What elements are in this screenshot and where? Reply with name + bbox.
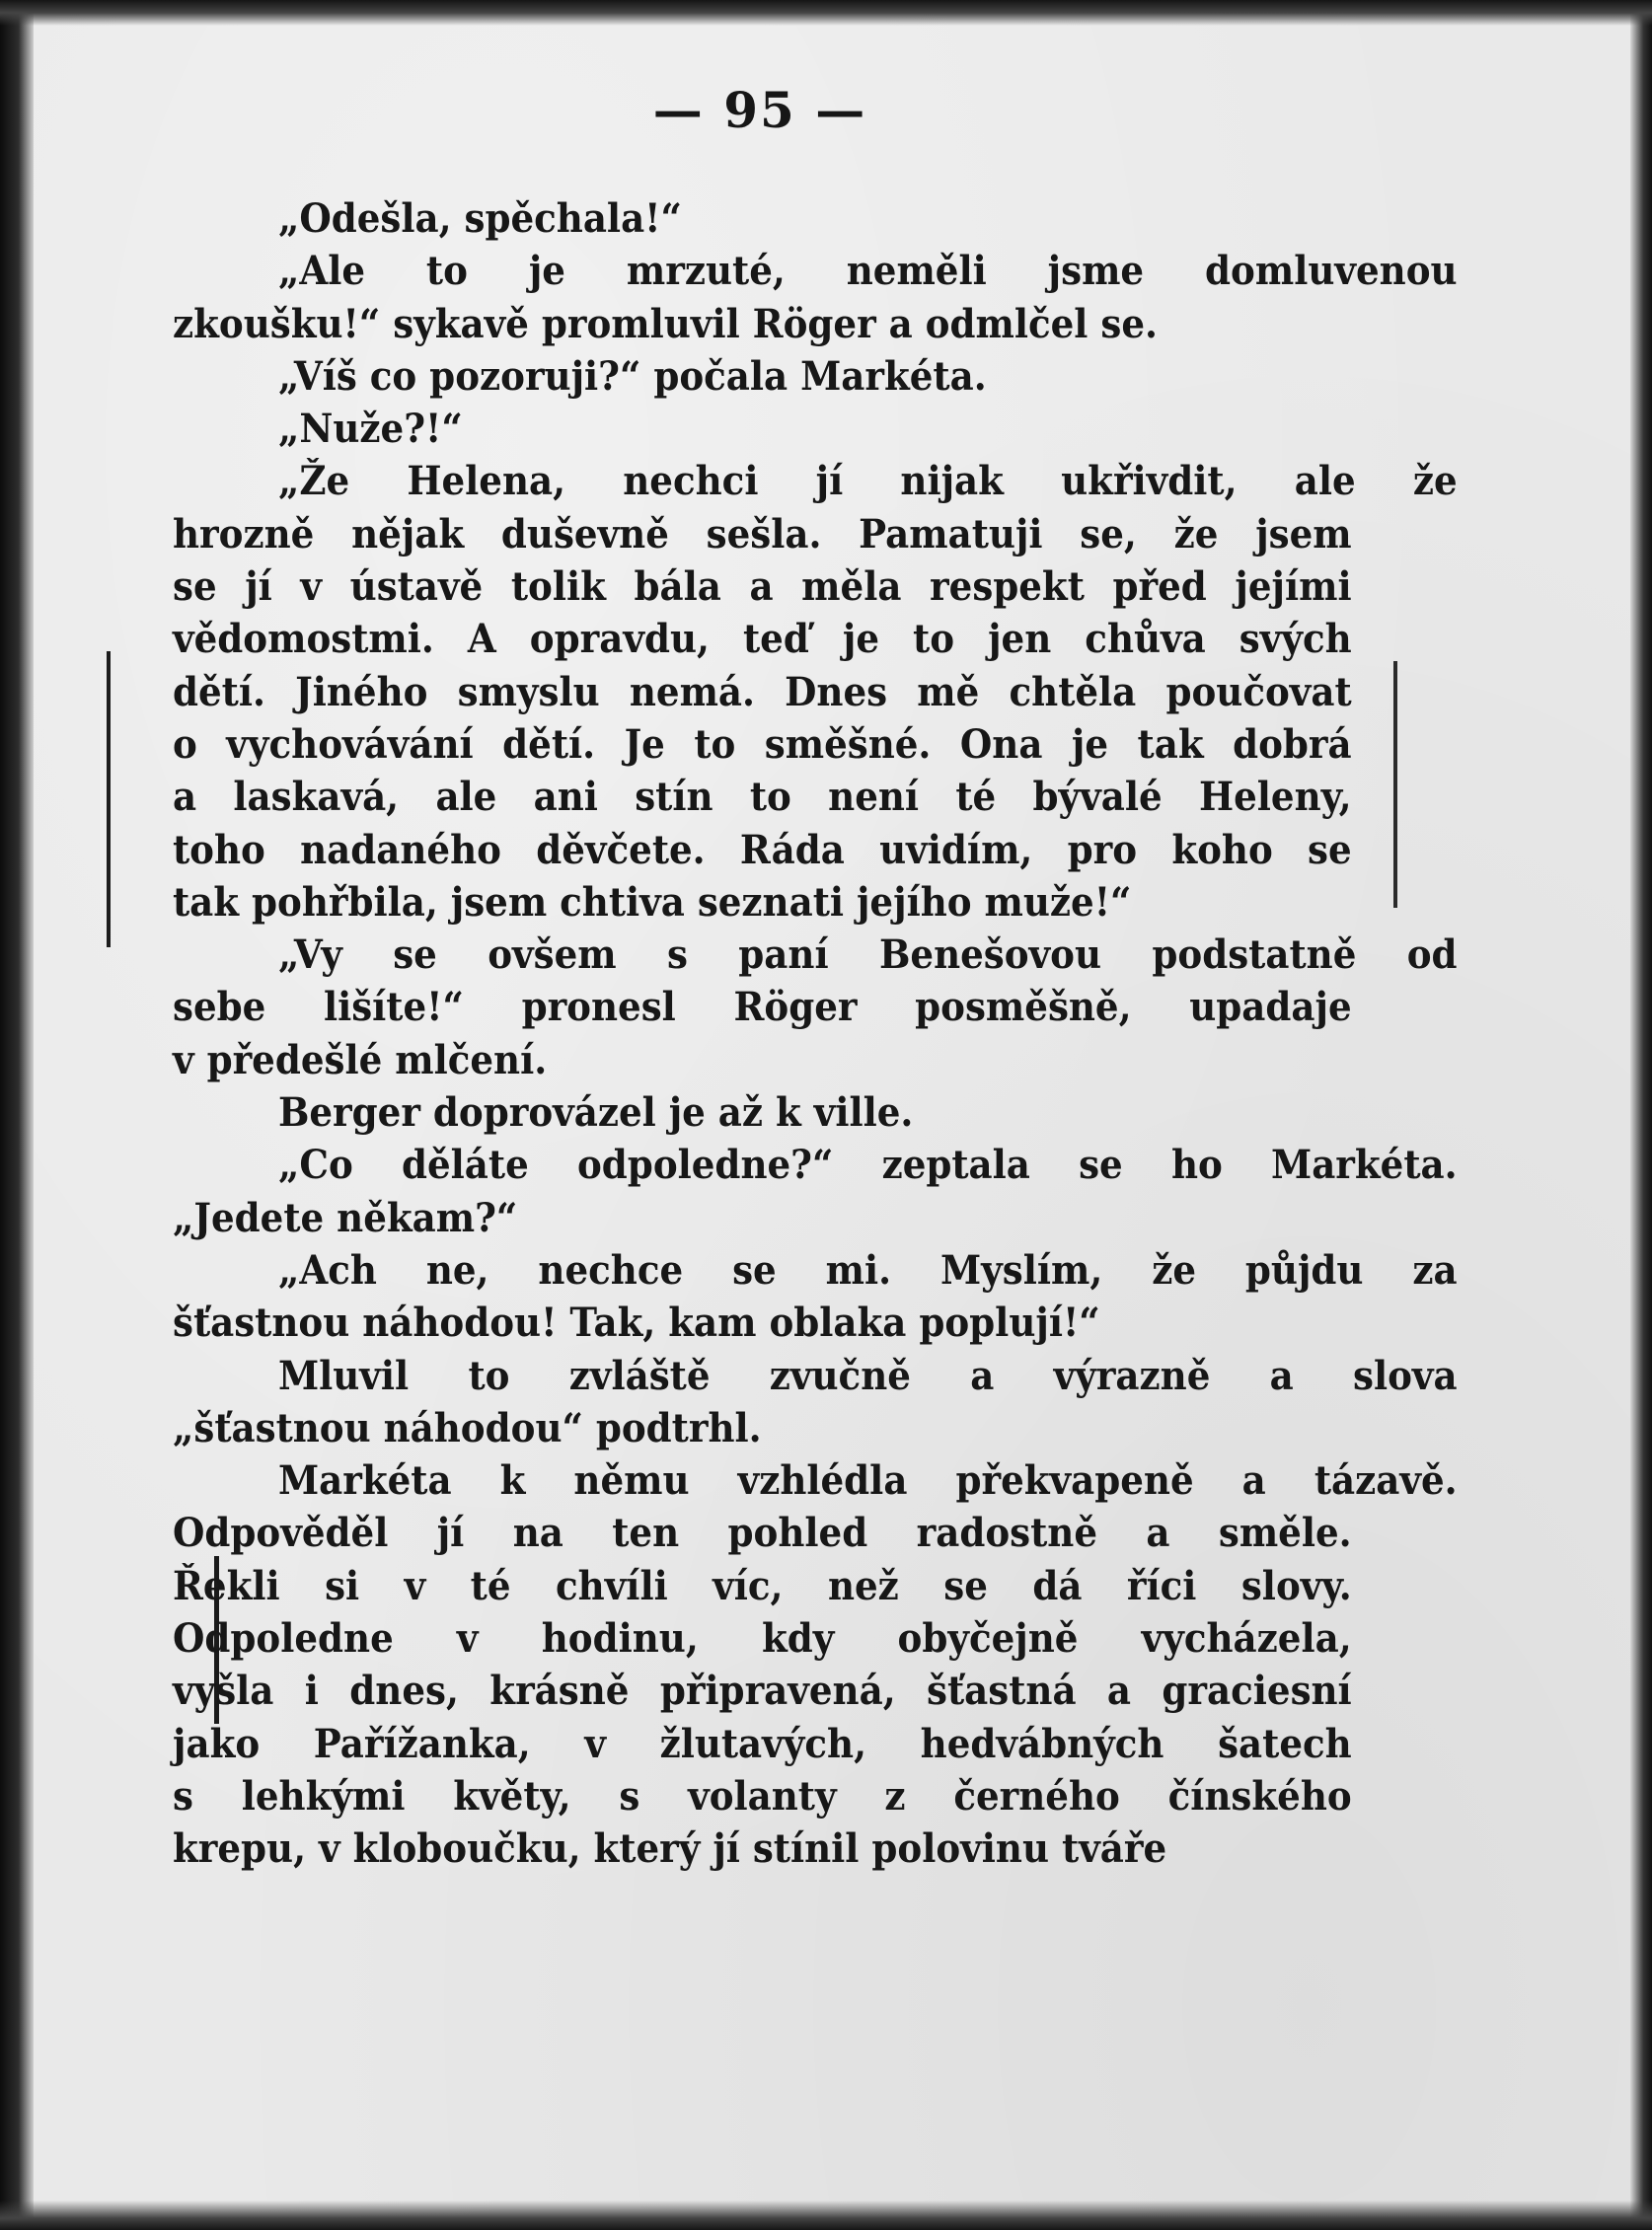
text-line: šťastnou náhodou! Tak, kam oblaka poplují!“ (173, 1300, 1100, 1347)
page-bottom-edge (0, 2200, 1652, 2230)
text-line: Mluvil to zvláště zvučně a výrazně a slova (277, 1352, 1458, 1399)
paragraph (173, 192, 1352, 245)
text-line: „Odešla, spěchala!“ (277, 195, 682, 242)
paragraph (173, 1454, 1458, 1875)
text-line: dětí. Jiného smyslu nemá. Dnes mě chtěla poučovat (173, 668, 1352, 715)
text-line: „Ach ne, nechce se mi. Myslím, že půjdu za (277, 1246, 1458, 1294)
paragraph (173, 350, 1352, 403)
text-line: hrozně nějak duševně sešla. Pamatuji se, že jsem (173, 510, 1352, 558)
body-text (173, 192, 1458, 1876)
text-line: vyšla i dnes, krásně připravená, šťastná a graciesní (173, 1668, 1352, 1715)
text-line: Řekli si v té chvíli víc, než se dá říci slovy. (173, 1562, 1352, 1609)
paragraph (173, 1139, 1458, 1244)
paragraph (173, 929, 1458, 1086)
paragraph (173, 1086, 1352, 1139)
text-line: „Ale to je mrzuté, neměli jsme domluvenou (277, 248, 1458, 295)
text-line: „šťastnou náhodou“ podtrhl. (173, 1404, 762, 1451)
text-line: „Co děláte odpoledne?“ zeptala se ho Markéta. (277, 1142, 1458, 1189)
text-line: o vychovávání dětí. Je to směšné. Ona je tak dobrá (173, 720, 1352, 768)
paragraph (173, 403, 1352, 455)
page-right-edge (1630, 0, 1652, 2230)
page-top-edge (0, 0, 1652, 26)
page-left-binding-edge (0, 0, 34, 2230)
text-line: krepu, v kloboučku, který jí stínil polovinu tváře (173, 1825, 1167, 1873)
text-line: toho nadaného děvčete. Ráda uvidím, pro koho se (173, 826, 1352, 873)
page-number: — 95 — (652, 81, 867, 139)
text-line: „Víš co pozoruji?“ počala Markéta. (277, 352, 987, 400)
binding-mark (107, 651, 111, 947)
text-line: se jí v ústavě tolik bála a měla respekt před jejími (173, 563, 1352, 611)
paragraph (173, 1350, 1458, 1455)
text-line: tak pohřbila, jsem chtiva seznati jejího muže!“ (173, 878, 1132, 926)
text-line: sebe lišíte!“ pronesl Röger posměšně, upadaje (173, 984, 1352, 1031)
text-line: a laskavá, ale ani stín to není té bývalé Heleny, (173, 774, 1352, 821)
text-line: Markéta k němu vzhlédla překvapeně a tázavě. (277, 1457, 1458, 1505)
paragraph (173, 245, 1458, 350)
text-line: zkoušku!“ sykavě promluvil Röger a odmlčel se. (173, 300, 1158, 347)
margin-mark-right (1393, 661, 1397, 908)
text-line: jako Pařížanka, v žlutavých, hedvábných šatech (173, 1720, 1352, 1767)
text-line: „Nuže?!“ (277, 406, 463, 453)
text-line: „Jedete někam?“ (173, 1194, 518, 1241)
paragraph (173, 1244, 1458, 1350)
text-line: Berger doprovázel je až k ville. (277, 1089, 914, 1137)
text-line: s lehkými květy, s volanty z černého čínského (173, 1772, 1352, 1820)
text-line: „Že Helena, nechci jí nijak ukřivdit, ale že (277, 458, 1458, 505)
text-line: Odpoledne v hodinu, kdy obyčejně vycházela, (173, 1615, 1352, 1663)
paragraph (173, 455, 1458, 929)
text-line: Odpověděl jí na ten pohled radostně a směle. (173, 1510, 1352, 1557)
text-line: v předešlé mlčení. (173, 1036, 548, 1083)
text-line: vědomostmi. A opravdu, teď je to jen chůva svých (173, 616, 1352, 663)
text-line: „Vy se ovšem s paní Benešovou podstatně od (277, 931, 1458, 979)
